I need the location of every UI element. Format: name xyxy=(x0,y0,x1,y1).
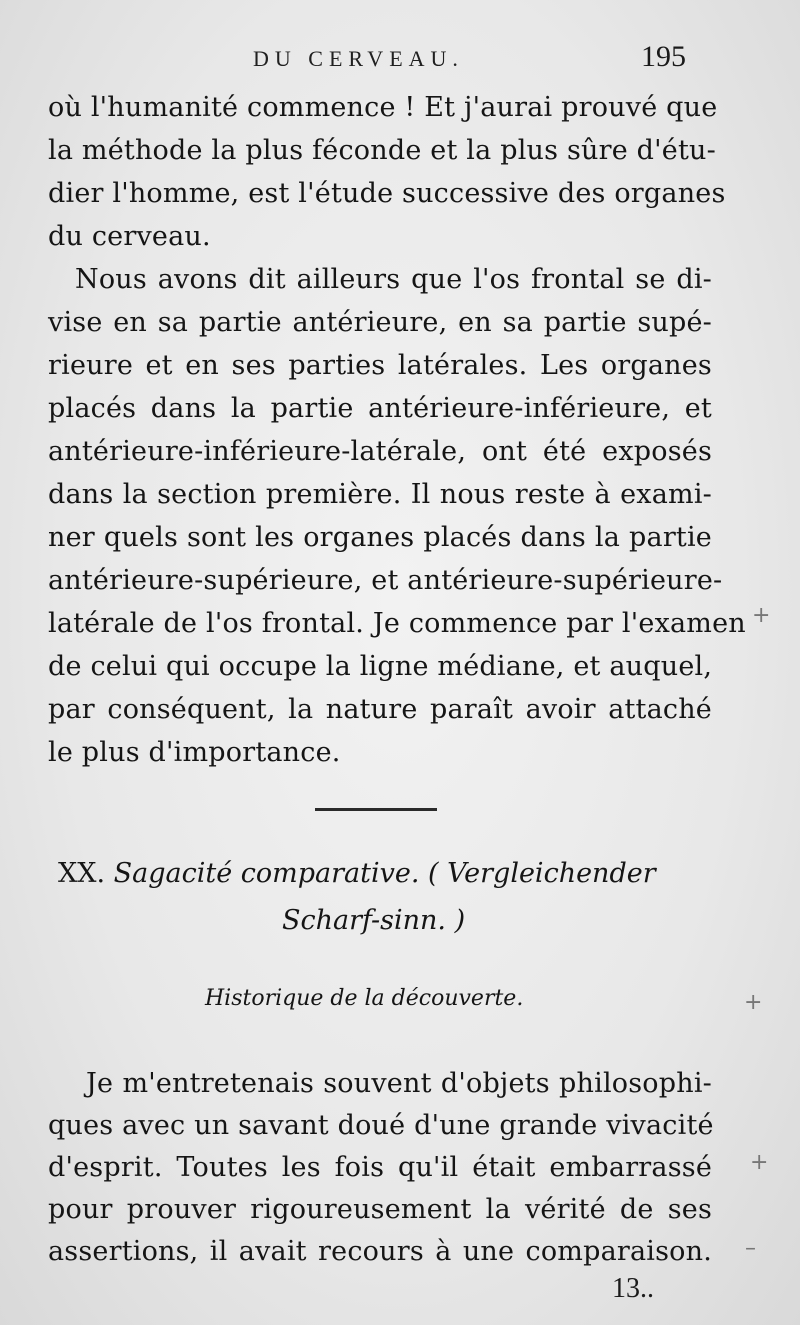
body-line: d'esprit. Toutes les fois qu'il était embarrassé xyxy=(48,1152,712,1183)
body-line: où l'humanité commence ! Et j'aurai prouvé que xyxy=(48,92,718,123)
page-number: 195 xyxy=(641,40,686,73)
body-line: antérieure-supérieure, et antérieure-supérieure- xyxy=(48,565,723,596)
body-line: latérale de l'os frontal. Je commence par l'examen xyxy=(48,608,746,639)
body-line: vise en sa partie antérieure, en sa partie supé- xyxy=(48,307,712,338)
margin-dash-icon: – xyxy=(745,1236,756,1261)
page-header xyxy=(0,40,800,80)
body-line: le plus d'importance. xyxy=(48,737,341,768)
body-line: ques avec un savant doué d'une grande vivacité xyxy=(48,1110,714,1141)
body-line: dans la section première. Il nous reste à exami- xyxy=(48,479,712,510)
margin-cross-icon: + xyxy=(744,990,763,1015)
body-line: Nous avons dit ailleurs que l'os frontal se di- xyxy=(75,264,712,295)
body-line: du cerveau. xyxy=(48,221,211,252)
running-head: DU CERVEAU. xyxy=(253,46,464,71)
margin-cross-icon: + xyxy=(750,1150,769,1175)
section-title-part2: Scharf-sinn. ) xyxy=(282,905,466,936)
body-line: pour prouver rigoureusement la vérité de ses xyxy=(48,1194,712,1225)
body-line: la méthode la plus féconde et la plus sûre d'étu- xyxy=(48,135,716,166)
body-line: ner quels sont les organes placés dans la partie xyxy=(48,522,712,553)
body-line: de celui qui occupe la ligne médiane, et auquel, xyxy=(48,651,713,682)
body-line: Je m'entretenais souvent d'objets philosophi- xyxy=(86,1068,712,1099)
signature-mark: 13.. xyxy=(612,1273,654,1304)
section-number: XX. xyxy=(58,858,106,889)
section-heading xyxy=(58,856,718,892)
section-title-part1: Sagacité comparative. ( Vergleichender xyxy=(113,858,656,889)
section-subheading: Historique de la découverte. xyxy=(205,986,524,1011)
body-line: antérieure-inférieure-latérale, ont été exposés xyxy=(48,436,712,467)
body-line: assertions, il avait recours à une comparaison. xyxy=(48,1236,712,1267)
body-line: rieure et en ses parties latérales. Les organes xyxy=(48,350,712,381)
body-line: par conséquent, la nature paraît avoir attaché xyxy=(48,694,712,725)
section-divider xyxy=(315,808,437,811)
body-line: dier l'homme, est l'étude successive des organes xyxy=(48,178,726,209)
body-line: placés dans la partie antérieure-inférieure, et xyxy=(48,393,712,424)
margin-cross-icon: + xyxy=(752,603,771,628)
